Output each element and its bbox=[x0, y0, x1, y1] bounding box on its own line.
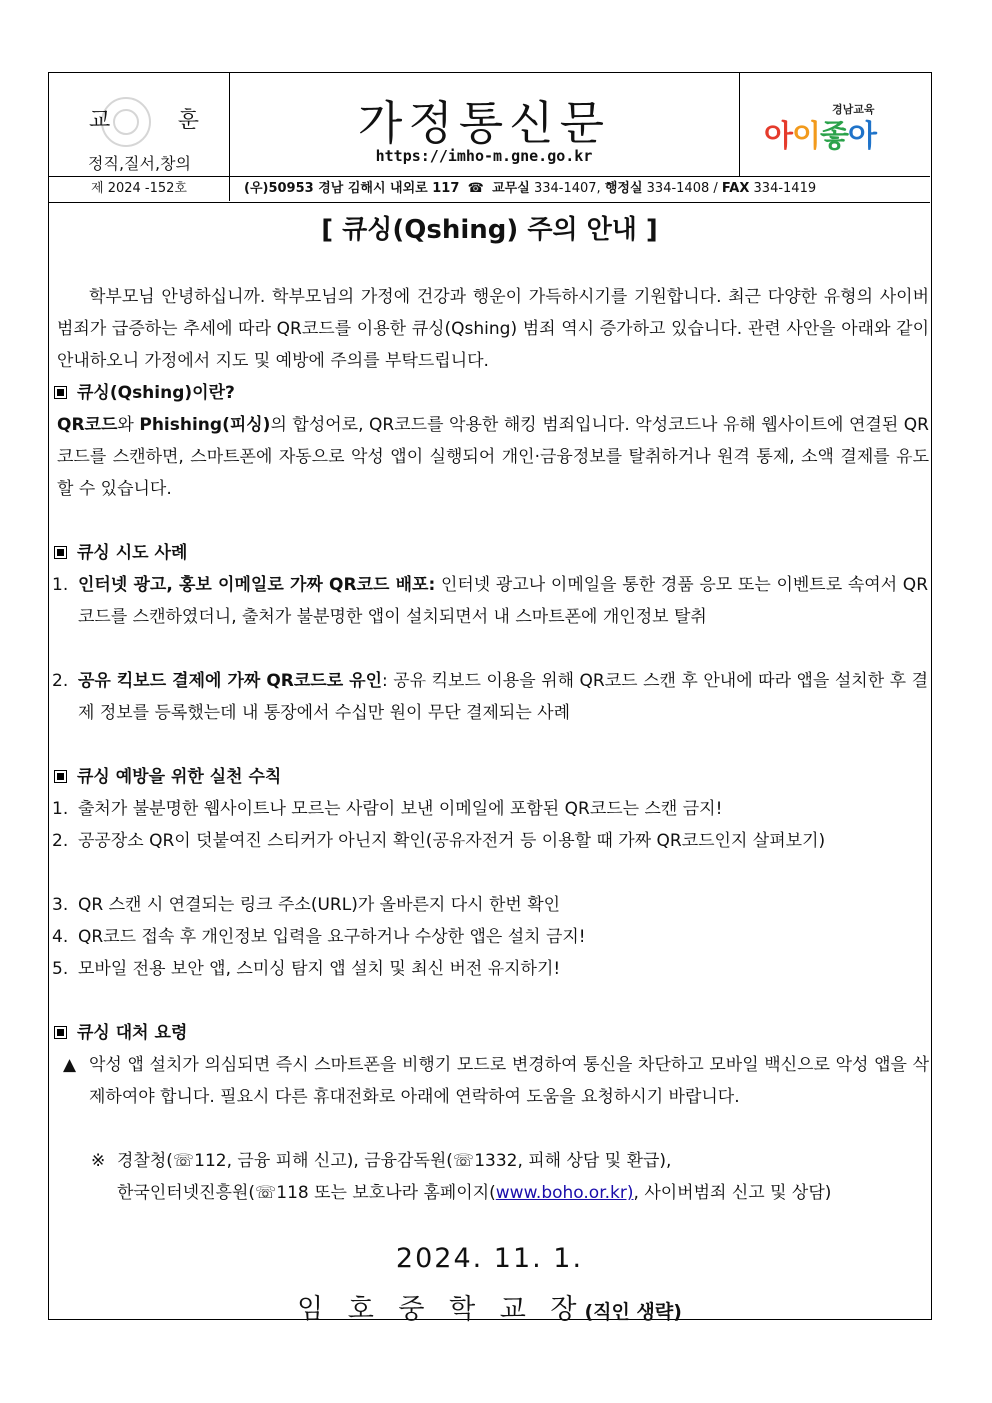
filled-square-icon bbox=[54, 546, 67, 559]
education-logo bbox=[740, 73, 930, 177]
logo-char-3: 좋 bbox=[819, 119, 848, 154]
response-text: 악성 앱 설치가 의심되면 즉시 스마트폰을 비행기 모드로 변경하여 통신을 차단하고 모바일 백신으로 악성 앱을 삭제하여야 합니다. 필요시 다른 휴대전화로 아래에 연락하여 도움을 요청하시기 바랍니다. bbox=[89, 1055, 929, 1107]
section-what-heading bbox=[54, 377, 235, 409]
case-title: 인터넷 광고, 홍보 이메일로 가짜 QR코드 배포: bbox=[78, 575, 436, 595]
prevention-text: QR 스캔 시 연결되는 링크 주소(URL)가 올바른지 다시 한번 확인 bbox=[78, 895, 561, 915]
logo-wordmark bbox=[764, 111, 876, 155]
school-motto: 정직,질서,창의 bbox=[88, 154, 191, 173]
response-item bbox=[63, 1049, 929, 1113]
logo-char-2: 이 bbox=[791, 119, 820, 154]
prevention-text: QR코드 접속 후 개인정보 입력을 요구하거나 수상한 앱은 설치 금지! bbox=[78, 927, 586, 947]
prevention-number: 2. bbox=[52, 831, 69, 851]
triangle-bullet-icon: ▲ bbox=[63, 1055, 77, 1075]
address-prefix: (우)50953 경남 김해시 내외로 117 bbox=[244, 181, 460, 196]
what-text-2: 의 합성어로, QR코드를 악용한 해킹 범죄입니다. 악성코드나 유해 웹사이트에 연결된 QR코드를 스캔하면, 스마트폰에 자동으로 악성 앱이 실행되어 개인·금융정보를 탈취하거나 원격 통제, 소액 결제를 유도할 수 있습니다. bbox=[57, 415, 929, 499]
admin-label: 행정실 bbox=[604, 181, 643, 196]
section-prevention-heading bbox=[54, 761, 281, 793]
contact-note-continued bbox=[117, 1177, 929, 1209]
term-phishing: Phishing(피싱) bbox=[139, 415, 271, 435]
notice-title: [ 큐싱(Qshing) 주의 안내 ] bbox=[321, 215, 658, 245]
case-text: : 공유 킥보드 이용을 위해 QR코드 스캔 후 안내에 따라 앱을 설치한 후 결제 정보를 등록했는데 내 통장에서 수십만 원이 무단 결제되는 사례 bbox=[78, 671, 928, 723]
issue-date: 2024. 11. 1. bbox=[395, 1243, 584, 1274]
address-line bbox=[244, 177, 816, 201]
school-motto-box bbox=[49, 73, 230, 177]
case-number: 2. bbox=[52, 671, 69, 691]
case-text: 인터넷 광고나 이메일을 통한 경품 응모 또는 이벤트로 속여서 QR코드를 스캔하였더니, 출처가 불분명한 앱이 설치되면서 내 스마트폰에 개인정보 탈취 bbox=[78, 575, 929, 627]
boho-link[interactable]: www.boho.or.kr) bbox=[495, 1183, 634, 1203]
seal-omitted-note: (직인 생략) bbox=[584, 1301, 682, 1323]
section-cases-title: 큐싱 시도 사례 bbox=[77, 543, 188, 563]
section-what-body bbox=[57, 409, 929, 505]
prevention-number: 1. bbox=[52, 799, 69, 819]
what-text-1: 와 bbox=[117, 415, 140, 435]
contact-note-line-1: 경찰청(☏112, 금융 피해 신고), 금융감독원(☏1332, 피해 상담 및 환급), bbox=[117, 1151, 672, 1171]
prevention-number: 5. bbox=[52, 959, 69, 979]
case-title: 공유 킥보드 결제에 가짜 QR코드로 유인 bbox=[78, 671, 383, 691]
section-prevention-title: 큐싱 예방을 위한 실천 수칙 bbox=[77, 767, 282, 787]
title-box bbox=[230, 73, 740, 177]
issue-number: 제 2024 -152호 bbox=[49, 177, 230, 201]
prevention-item bbox=[52, 825, 928, 857]
filled-square-icon bbox=[54, 386, 67, 399]
logo-char-4: 아 bbox=[847, 119, 876, 154]
logo-subtitle: 경남교육 bbox=[832, 103, 875, 116]
term-qrcode: QR코드 bbox=[57, 415, 118, 435]
motto-heading bbox=[89, 103, 199, 134]
prevention-item bbox=[52, 793, 928, 825]
prevention-item bbox=[52, 921, 928, 953]
letterhead bbox=[49, 73, 930, 203]
case-number: 1. bbox=[52, 575, 69, 595]
fax-label: FAX bbox=[721, 181, 750, 196]
contact-note-line-2: 한국인터넷진흥원(☏118 또는 보호나라 홈페이지( bbox=[117, 1183, 496, 1203]
office-label: 교무실 bbox=[492, 181, 530, 196]
section-response-heading bbox=[54, 1017, 187, 1049]
principal-name: 임 호 중 학 교 장 bbox=[297, 1294, 585, 1325]
prevention-item bbox=[52, 953, 928, 985]
admin-number: 334-1408 / bbox=[646, 181, 718, 196]
filled-square-icon bbox=[54, 1026, 67, 1039]
filled-square-icon bbox=[54, 770, 67, 783]
motto-char-1: 교 bbox=[89, 108, 111, 133]
prevention-number: 4. bbox=[52, 927, 69, 947]
prevention-text: 출처가 불분명한 웹사이트나 모르는 사람이 보낸 이메일에 포함된 QR코드는 스캔 금지! bbox=[78, 799, 723, 819]
contact-note bbox=[91, 1145, 929, 1177]
section-cases-heading bbox=[54, 537, 187, 569]
intro-paragraph: 학부모님 안녕하십니까. 학부모님의 가정에 건강과 행운이 가득하시기를 기원합니다. 최근 다양한 유형의 사이버범죄가 급증하는 추세에 따라 QR코드를 이용한 큐싱(Qshing) 범죄 역시 증가하고 있습니다. 관련 사안을 아래와 같이 안내하오니 가정에서 지도 및 예방에 주의를 부탁드립니다. bbox=[57, 287, 929, 371]
reference-mark: ※ bbox=[91, 1151, 106, 1171]
signature-line bbox=[49, 1287, 930, 1326]
document-title: 가정통신문 bbox=[357, 96, 611, 150]
fax-number: 334-1419 bbox=[753, 181, 817, 196]
section-what-title: 큐싱(Qshing)이란? bbox=[77, 383, 235, 403]
prevention-number: 3. bbox=[52, 895, 69, 915]
document-frame bbox=[48, 72, 932, 1325]
contact-info-row bbox=[49, 177, 930, 203]
logo-char-1: 아 bbox=[764, 119, 792, 154]
telephone-icon: ☎ bbox=[463, 181, 488, 196]
case-item bbox=[52, 569, 928, 633]
prevention-item bbox=[52, 889, 928, 921]
motto-char-2: 훈 bbox=[177, 108, 199, 133]
contact-note-line-3: , 사이버범죄 신고 및 상담) bbox=[633, 1183, 832, 1203]
prevention-text: 모바일 전용 보안 앱, 스미싱 탐지 앱 설치 및 최신 버전 유지하기! bbox=[78, 959, 561, 979]
office-number: 334-1407, bbox=[533, 181, 601, 196]
prevention-text: 공공장소 QR이 덧붙여진 스티커가 아닌지 확인(공유자전거 등 이용할 때 가짜 QR코드인지 살펴보기) bbox=[78, 831, 826, 851]
section-response-title: 큐싱 대처 요령 bbox=[77, 1023, 188, 1043]
case-item bbox=[52, 665, 928, 729]
school-url[interactable]: https://imho-m.gne.go.kr bbox=[375, 147, 593, 165]
